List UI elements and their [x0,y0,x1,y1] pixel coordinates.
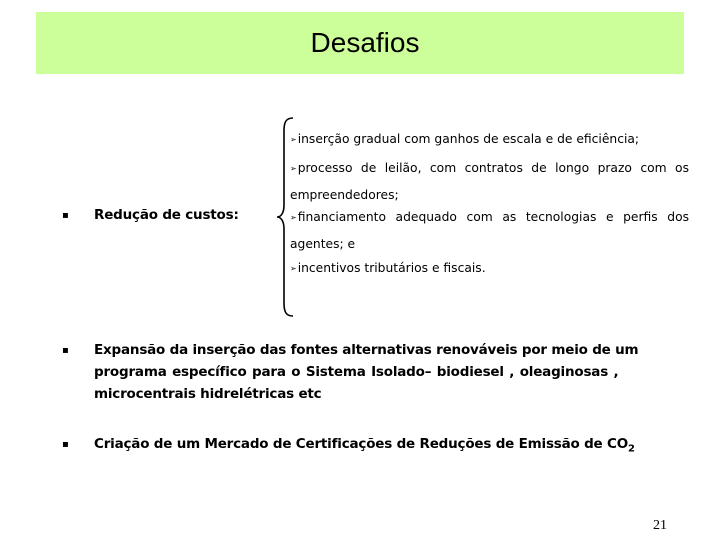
title-banner [36,12,684,74]
cost-item-text: financiamento adequado com as tecnologias e perfis dos agentes; e [290,210,689,251]
arrow-bullet-icon: ➢ [290,164,297,173]
expansion-line-3: microcentrais hidrelétricas etc [94,386,322,402]
bullet-marker: ▪ [62,439,69,450]
cost-item-1 [290,126,689,153]
page-number: 21 [653,518,667,533]
cost-item-2 [290,155,689,208]
cost-reduction-label: Redução de custos: [94,207,239,223]
expansion-line-2: programa específico para o Sistema Isolado– biodiesel , oleaginosas , [94,364,619,380]
cost-item-text: processo de leilão, com contratos de longo prazo com os empreendedores; [290,161,689,202]
certification-market-text [94,436,635,455]
cost-item-3 [290,204,689,257]
cost-item-text: incentivos tributários e fiscais. [297,261,486,275]
arrow-bullet-icon: ➢ [290,264,297,273]
arrow-bullet-icon: ➢ [290,135,297,144]
certification-market-main: Criação de um Mercado de Certificações de Reduções de Emissão de CO [94,436,628,452]
co2-subscript: 2 [628,443,635,455]
cost-item-text: inserção gradual com ganhos de escala e de eficiência; [297,132,640,146]
bullet-marker: ▪ [62,345,69,356]
slide-title: Desafios [310,27,420,58]
expansion-line-1: Expansão da inserção das fontes alternativas renováveis por meio de um [94,342,639,358]
arrow-bullet-icon: ➢ [290,213,297,222]
cost-item-4 [290,255,689,282]
bullet-marker: ▪ [62,210,69,221]
